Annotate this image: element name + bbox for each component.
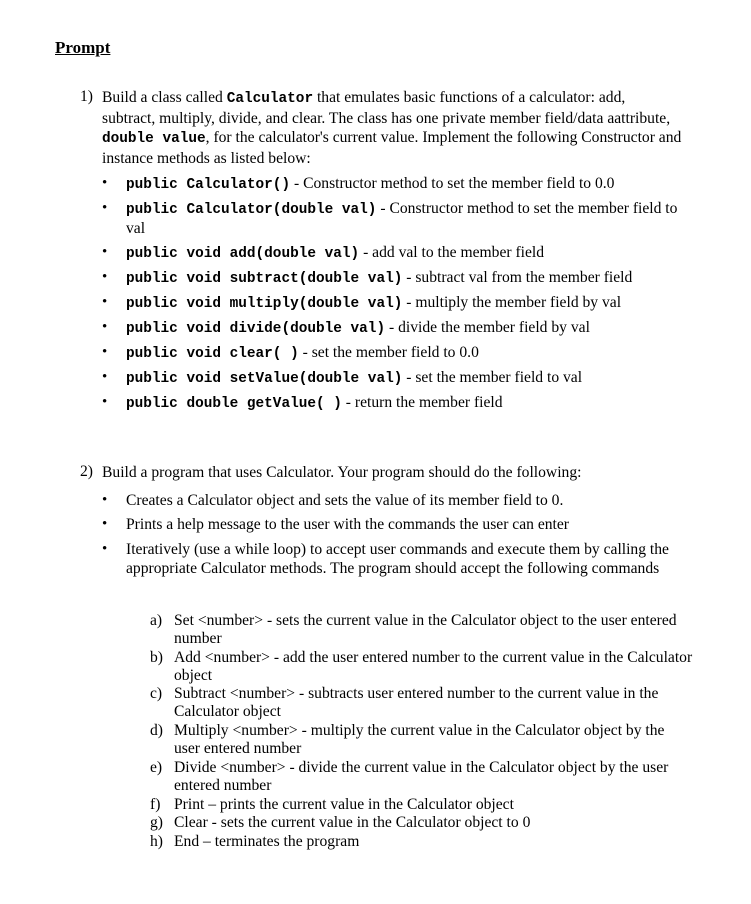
bullet-icon: • [102, 294, 108, 310]
bullet-icon: • [102, 492, 108, 508]
page-title: Prompt [55, 38, 111, 57]
command-item: Subtract <number> - subtracts user entered number to the current value in the Calculator object [174, 685, 659, 721]
method-item [126, 269, 686, 289]
command-letter: g) [150, 814, 163, 831]
section-2-intro: Build a program that uses Calculator. Your program should do the following: [102, 464, 582, 481]
bullet-icon: • [102, 369, 108, 385]
method-item [126, 175, 686, 195]
bullet-icon: • [102, 516, 108, 532]
command-item: Print – prints the current value in the Calculator object [174, 796, 514, 813]
bullet-icon: • [102, 244, 108, 260]
command-item: Add <number> - add the user entered number to the current value in the Calculator object [174, 649, 693, 685]
bullet-icon: • [102, 200, 108, 216]
method-item [126, 200, 686, 238]
intro-text-3: , for the calculator's current value. Implement the following Constructor and instance methods as listed below: [102, 129, 682, 167]
command-letter: f) [150, 796, 161, 813]
class-name: Calculator [226, 91, 314, 107]
list-item: Creates a Calculator object and sets the value of its member field to 0. [126, 492, 564, 509]
command-letter: h) [150, 833, 163, 850]
section-1-number: 1) [80, 88, 93, 105]
method-description: - Constructor method to set the member field to val [126, 200, 678, 237]
method-item [126, 294, 686, 314]
method-signature: public void divide(double val) [126, 321, 386, 337]
method-item [126, 319, 686, 339]
method-item [126, 344, 686, 364]
method-signature: public void subtract(double val) [126, 271, 403, 287]
intro-text-2: that emulates basic functions of a calculator: add, subtract, multiply, divide, and clear. The class has one private member field/data aattribute, [102, 89, 671, 127]
bullet-icon: • [102, 175, 108, 191]
command-letter: b) [150, 649, 163, 666]
section-1-intro [102, 88, 682, 168]
method-description: - set the member field to val [402, 369, 583, 386]
command-letter: c) [150, 685, 163, 702]
method-description: - Constructor method to set the member field to 0.0 [290, 175, 615, 192]
list-item: Iteratively (use a while loop) to accept user commands and execute them by calling the appropriate Calculator methods. The program should accept the following commands [126, 541, 669, 577]
method-signature: public void clear( ) [126, 346, 299, 362]
field-name: double value [102, 131, 206, 147]
method-description: - return the member field [341, 394, 503, 411]
bullet-icon: • [102, 541, 108, 557]
command-item: Multiply <number> - multiply the current value in the Calculator object by the user entered number [174, 722, 665, 758]
list-item: Prints a help message to the user with the commands the user can enter [126, 516, 569, 533]
command-letter: d) [150, 722, 163, 739]
method-description: - subtract val from the member field [402, 269, 633, 286]
method-signature: public void setValue(double val) [126, 371, 403, 387]
method-signature: public void multiply(double val) [126, 296, 403, 312]
bullet-icon: • [102, 344, 108, 360]
bullet-icon: • [102, 394, 108, 410]
command-letter: e) [150, 759, 163, 776]
command-item: Set <number> - sets the current value in the Calculator object to the user entered number [174, 612, 677, 648]
method-description: - add val to the member field [359, 244, 545, 261]
command-item: End – terminates the program [174, 833, 360, 850]
method-item [126, 394, 686, 414]
method-description: - set the member field to 0.0 [298, 344, 479, 361]
bullet-icon: • [102, 269, 108, 285]
method-description: - divide the member field by val [385, 319, 590, 336]
method-item [126, 369, 686, 389]
command-item: Clear - sets the current value in the Calculator object to 0 [174, 814, 531, 831]
method-signature: public void add(double val) [126, 246, 360, 262]
method-signature: public Calculator(double val) [126, 202, 377, 218]
method-signature: public double getValue( ) [126, 396, 342, 412]
command-letter: a) [150, 612, 163, 629]
method-item [126, 244, 686, 264]
method-description: - multiply the member field by val [402, 294, 622, 311]
section-2-number: 2) [80, 463, 93, 480]
intro-text-1: Build a class called [102, 89, 227, 106]
bullet-icon: • [102, 319, 108, 335]
method-signature: public Calculator() [126, 177, 291, 193]
command-item: Divide <number> - divide the current value in the Calculator object by the user entered number [174, 759, 669, 795]
